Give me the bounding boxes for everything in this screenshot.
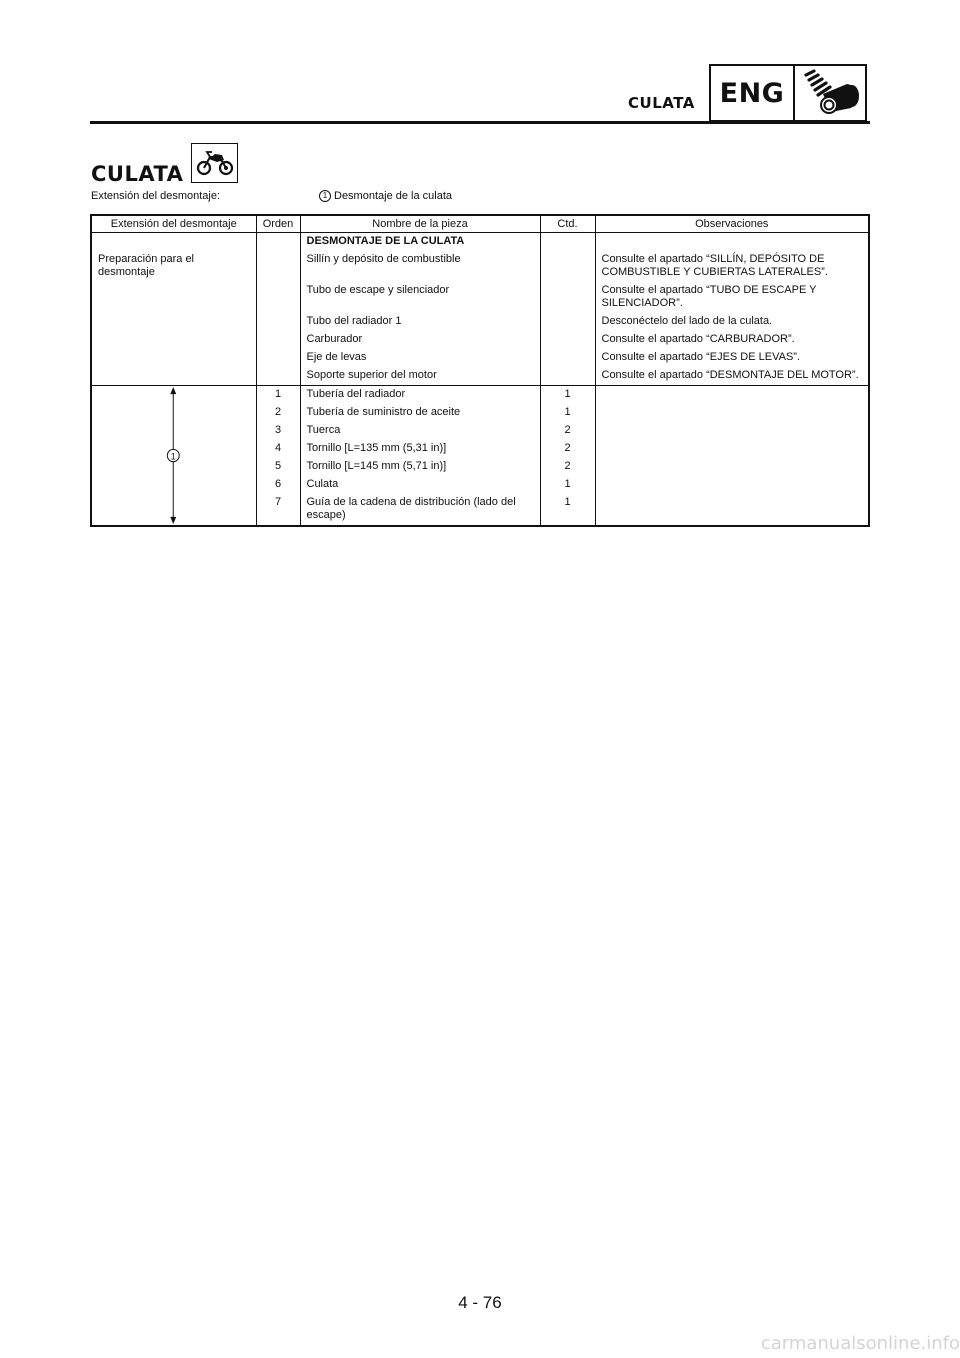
- cell-order: [256, 251, 300, 282]
- cell-order: 2: [256, 404, 300, 422]
- cell-note: Consulte el apartado “EJES DE LEVAS”.: [595, 349, 869, 367]
- cell-note: Consulte el apartado “DESMONTAJE DEL MOTOR”.: [595, 367, 869, 386]
- cell-note: Consulte el apartado “TUBO DE ESCAPE Y SILENCIADOR”.: [595, 282, 869, 313]
- cell-note: [595, 458, 869, 476]
- cell-note: [595, 440, 869, 458]
- table-row: [91, 331, 869, 349]
- cell-part: Sillín y depósito de combustible: [300, 251, 540, 282]
- cell-qty: 1: [540, 404, 595, 422]
- cell-qty: [540, 367, 595, 386]
- cell-order: [256, 331, 300, 349]
- cell-order: 5: [256, 458, 300, 476]
- extent-arrow: [92, 386, 256, 525]
- cell-extent: [91, 349, 256, 367]
- cell-order: 7: [256, 494, 300, 526]
- header-extent: Extensión del desmontaje: [91, 215, 256, 233]
- cell-order: 6: [256, 476, 300, 494]
- extent-arrow-cell: [91, 386, 256, 527]
- cell-extent: [91, 313, 256, 331]
- cell-extent: [91, 367, 256, 386]
- eng-badge: [709, 64, 867, 122]
- table-row: [91, 282, 869, 313]
- extent-label: Extensión del desmontaje:: [91, 190, 221, 202]
- cell-part: Tubería de suministro de aceite: [300, 404, 540, 422]
- cell-extent: [91, 331, 256, 349]
- cell-extent: [91, 233, 256, 252]
- cell-order: [256, 367, 300, 386]
- cell-qty: [540, 349, 595, 367]
- cell-qty: 1: [540, 386, 595, 405]
- cell-note: Consulte el apartado “CARBURADOR”.: [595, 331, 869, 349]
- section-title: CULATA: [91, 162, 184, 186]
- motorcycle-icon: [191, 143, 238, 183]
- cell-order: 4: [256, 440, 300, 458]
- cell-part: Guía de la cadena de distribución (lado del escape): [300, 494, 540, 526]
- cell-note: [595, 404, 869, 422]
- cell-qty: [540, 282, 595, 313]
- cell-part: Tubería del radiador: [300, 386, 540, 405]
- cell-part: DESMONTAJE DE LA CULATA: [300, 233, 540, 252]
- header-order: Orden: [256, 215, 300, 233]
- cell-order: [256, 313, 300, 331]
- table-row: [91, 367, 869, 386]
- cell-note: Desconéctelo del lado de la culata.: [595, 313, 869, 331]
- eng-badge-label: ENG: [711, 66, 795, 120]
- header-notes: Observaciones: [595, 215, 869, 233]
- cell-part: Eje de levas: [300, 349, 540, 367]
- cell-part: Tuerca: [300, 422, 540, 440]
- cell-part: Tornillo [L=135 mm (5,31 in)]: [300, 440, 540, 458]
- cell-extent: [91, 282, 256, 313]
- cell-note: [595, 233, 869, 252]
- extent-arrow-marker: 1: [170, 451, 176, 462]
- cell-qty: 2: [540, 422, 595, 440]
- cell-order: [256, 282, 300, 313]
- table-row: [91, 251, 869, 282]
- extent-value: Desmontaje de la culata: [334, 190, 453, 202]
- table-row: [91, 386, 869, 405]
- cell-part: Tubo de escape y silenciador: [300, 282, 540, 313]
- table-row: [91, 233, 869, 252]
- cell-qty: 2: [540, 458, 595, 476]
- cell-note: [595, 386, 869, 405]
- cell-qty: [540, 331, 595, 349]
- cell-part: Carburador: [300, 331, 540, 349]
- table-row: [91, 313, 869, 331]
- cell-qty: 1: [540, 494, 595, 526]
- cell-order: 3: [256, 422, 300, 440]
- circled-number-marker: 1: [319, 190, 331, 202]
- cell-extent: Preparación para el desmontaje: [91, 251, 256, 282]
- cell-qty: 2: [540, 440, 595, 458]
- cell-qty: [540, 313, 595, 331]
- cell-note: Consulte el apartado “SILLÍN, DEPÓSITO DE COMBUSTIBLE Y CUBIERTAS LATERALES”.: [595, 251, 869, 282]
- cell-part: Tubo del radiador 1: [300, 313, 540, 331]
- cell-part: Soporte superior del motor: [300, 367, 540, 386]
- cell-order: 1: [256, 386, 300, 405]
- cell-part: Culata: [300, 476, 540, 494]
- cell-qty: 1: [540, 476, 595, 494]
- table-row: [91, 349, 869, 367]
- cell-order: [256, 349, 300, 367]
- cell-qty: [540, 251, 595, 282]
- engine-spring-icon: [795, 66, 865, 120]
- page-number: 4 - 76: [458, 1293, 502, 1312]
- cell-note: [595, 422, 869, 440]
- cell-order: [256, 233, 300, 252]
- cell-note: [595, 476, 869, 494]
- header-qty: Ctd.: [540, 215, 595, 233]
- parts-table: [90, 214, 870, 527]
- header-title: CULATA: [628, 94, 695, 112]
- table-header-row: [91, 215, 869, 233]
- extent-value-row: [319, 190, 452, 202]
- cell-qty: [540, 233, 595, 252]
- header-part-name: Nombre de la pieza: [300, 215, 540, 233]
- cell-part: Tornillo [L=145 mm (5,71 in)]: [300, 458, 540, 476]
- watermark: carmanualsonline.info: [760, 1333, 960, 1354]
- cell-note: [595, 494, 869, 526]
